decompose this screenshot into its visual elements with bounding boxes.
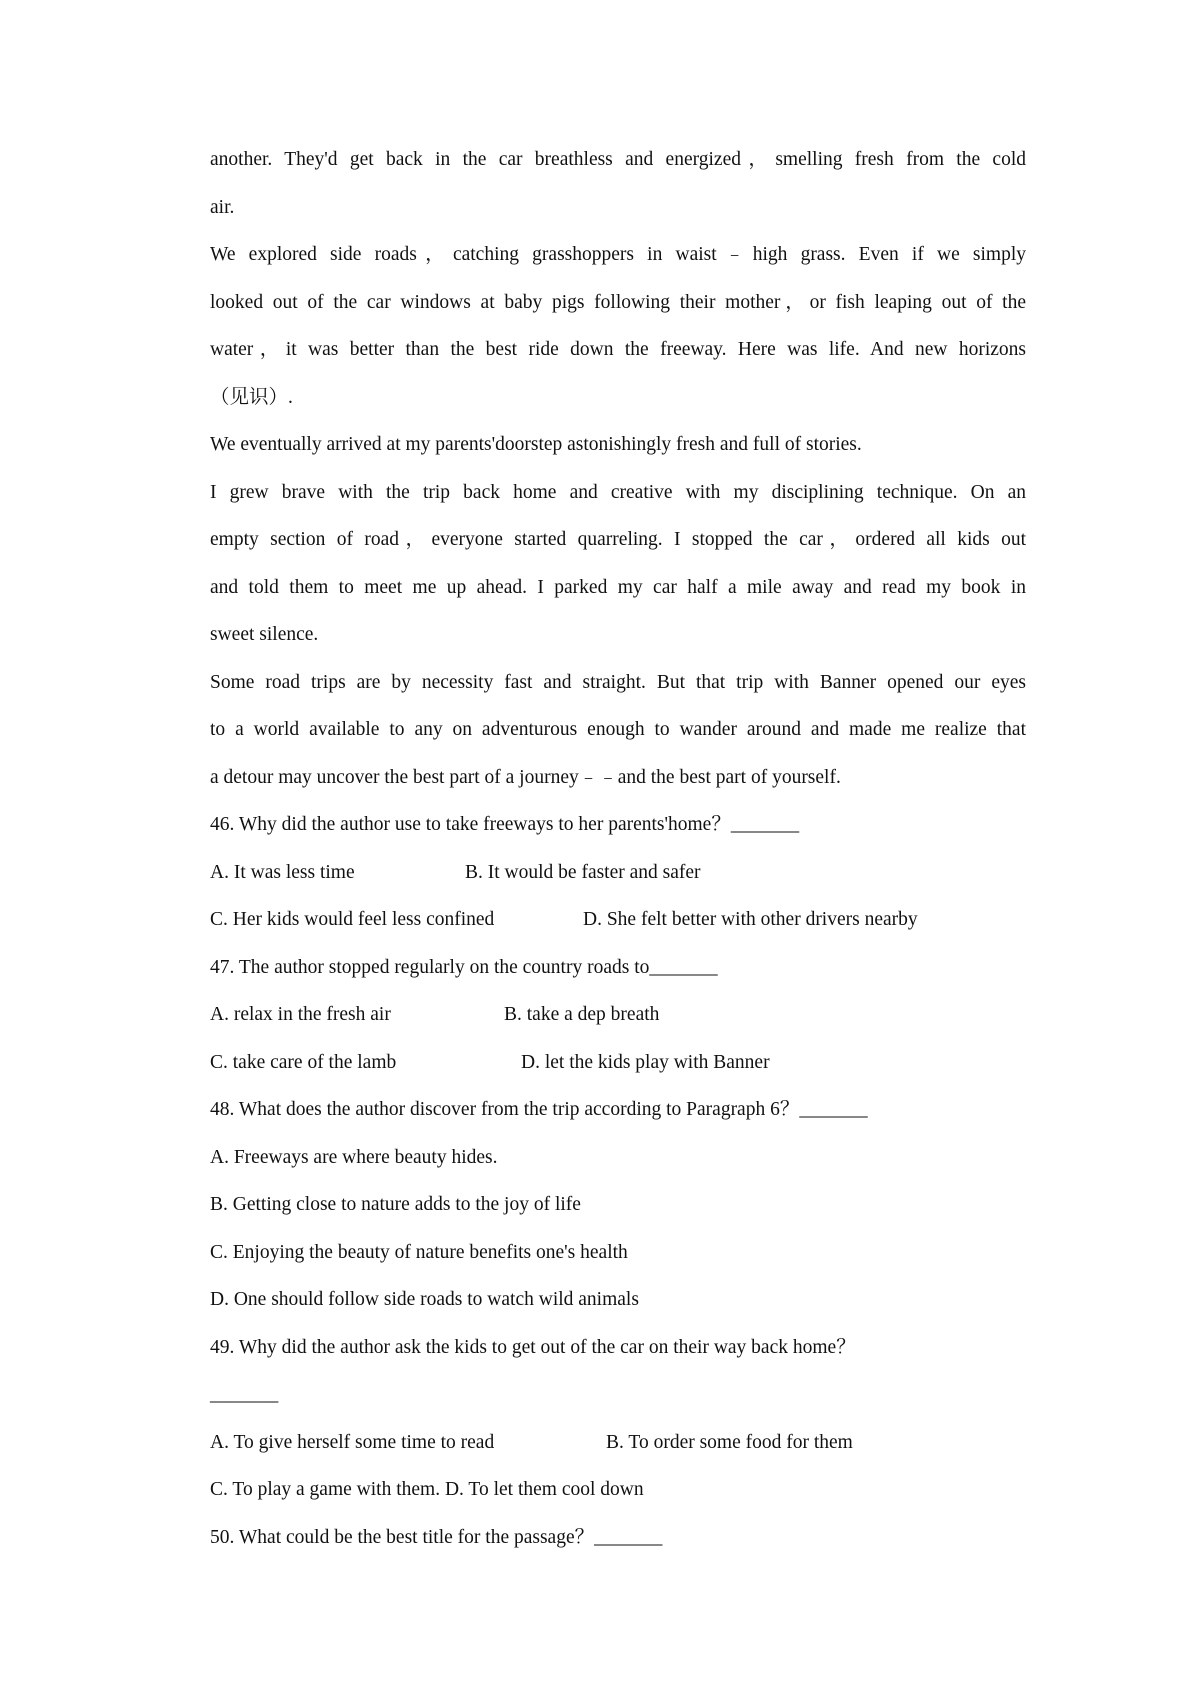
- option-a[interactable]: A. It was less time: [210, 861, 355, 883]
- option-b[interactable]: B. Getting close to nature adds to the joy of life: [210, 1194, 581, 1215]
- passage-line: We explored side roads，catching grasshoppers in waist﹣high grass. Even if we simply: [210, 244, 1026, 265]
- option-c[interactable]: C. Enjoying the beauty of nature benefits one's health: [210, 1241, 628, 1263]
- options-row: [210, 861, 1026, 909]
- option-c[interactable]: C. take care of the lamb: [210, 1051, 397, 1073]
- passage-line: looked out of the car windows at baby pigs following their mother，or fish leaping out of the: [210, 291, 1026, 313]
- option-d[interactable]: D. One should follow side roads to watch wild animals: [210, 1289, 639, 1310]
- question-48: [210, 1098, 1026, 1336]
- option-a[interactable]: A. relax in the fresh air: [210, 1004, 391, 1025]
- question-stem: 47. The author stopped regularly on the country roads to_______: [210, 956, 718, 978]
- passage-line: water，it was better than the best ride down the freeway. Here was life. And new horizons: [210, 339, 1026, 360]
- passage: [210, 148, 1026, 813]
- question-stem: 49. Why did the author ask the kids to get out of the car on their way back home？: [210, 1336, 856, 1358]
- passage-line: I grew brave with the trip back home and creative with my disciplining technique. On an: [210, 481, 1026, 503]
- option-b[interactable]: B. It would be faster and safer: [465, 861, 701, 883]
- document-page: [210, 148, 1026, 1573]
- question-stem: 46. Why did the author use to take freeways to her parents'home？_______: [210, 814, 800, 835]
- question-49: [210, 1336, 1026, 1526]
- options-row: [210, 1051, 1026, 1099]
- passage-line: Some road trips are by necessity fast and straight. But that trip with Banner opened our eyes: [210, 671, 1026, 693]
- option-b[interactable]: B. take a dep breath: [504, 1004, 660, 1025]
- passage-line: （见识）.: [210, 386, 293, 408]
- option-a[interactable]: A. To give herself some time to read: [210, 1431, 495, 1453]
- passage-line: another. They'd get back in the car breathless and energized，smelling fresh from the cold: [210, 149, 1026, 170]
- options-row: [210, 908, 1026, 956]
- passage-line: and told them to meet me up ahead. I parked my car half a mile away and read my book in: [210, 576, 1026, 598]
- option-a[interactable]: A. Freeways are where beauty hides.: [210, 1146, 498, 1168]
- answer-blank[interactable]: _______: [210, 1384, 279, 1405]
- passage-line: sweet silence.: [210, 624, 319, 645]
- option-c[interactable]: C. Her kids would feel less confined: [210, 909, 495, 930]
- question-46: [210, 813, 1026, 956]
- option-d[interactable]: D. let the kids play with Banner: [521, 1051, 770, 1073]
- passage-line: We eventually arrived at my parents'doorstep astonishingly fresh and full of stories.: [210, 434, 862, 455]
- question-50: [210, 1526, 1026, 1574]
- passage-line: empty section of road，everyone started quarreling. I stopped the car，ordered all kids out: [210, 529, 1026, 550]
- question-stem: 48. What does the author discover from the trip according to Paragraph 6？_______: [210, 1099, 868, 1120]
- passage-line: air.: [210, 196, 235, 218]
- options-row: [210, 1003, 1026, 1051]
- options-row: [210, 1431, 1026, 1479]
- question-47: [210, 956, 1026, 1099]
- option-b[interactable]: B. To order some food for them: [606, 1431, 853, 1453]
- question-stem: 50. What could be the best title for the passage？_______: [210, 1526, 663, 1548]
- options-c-d[interactable]: C. To play a game with them. D. To let them cool down: [210, 1479, 644, 1500]
- passage-line: a detour may uncover the best part of a journey﹣﹣and the best part of yourself.: [210, 766, 841, 788]
- passage-line: to a world available to any on adventurous enough to wander around and made me realize that: [210, 719, 1026, 740]
- option-d[interactable]: D. She felt better with other drivers nearby: [583, 909, 918, 930]
